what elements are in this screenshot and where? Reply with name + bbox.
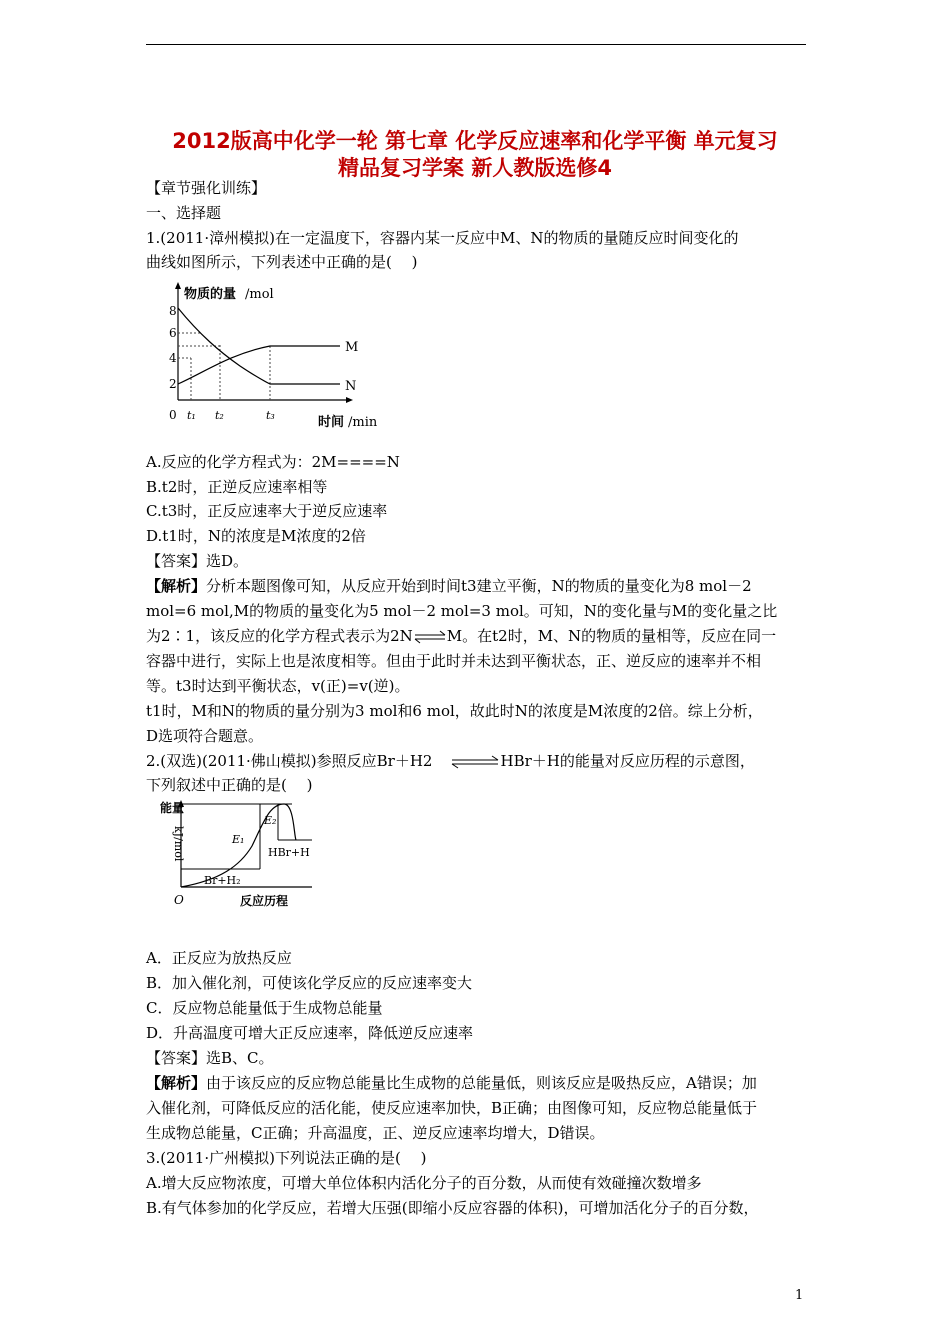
q2-option-a: A．正反应为放热反应 <box>146 949 292 967</box>
q1-xunit: /min <box>348 415 378 430</box>
q3-option-a: A.增大反应物浓度，可增大单位体积内活化分子的百分数，从而使有效碰撞次数增多 <box>146 1174 702 1192</box>
q2-stem-line1 <box>146 751 755 771</box>
q2-option-b: B．加入催化剂，可使该化学反应的反应速率变大 <box>146 974 473 992</box>
q3-stem: 3.(2011·广州模拟)下列说法正确的是( ) <box>146 1149 427 1167</box>
q2-option-d: D．升高温度可增大正反应速率，降低逆反应速率 <box>146 1024 474 1042</box>
title-line-1: 2012版高中化学一轮 第七章 化学反应速率和化学平衡 单元复习 <box>172 129 778 153</box>
equilibrium-arrow-icon-2 <box>450 755 500 769</box>
q1-analysis-line6: t1时，M和N的物质的量分别为3 mol和6 mol，故此时N的浓度是M浓度的2倍。综上分析， <box>146 702 763 720</box>
q1-origin: 0 <box>169 408 177 422</box>
q2-option-c: C．反应物总能量低于生成物总能量 <box>146 999 383 1017</box>
q1-analysis-line5: 等。t3时达到平衡状态，v(正)=v(逆)。 <box>146 677 410 695</box>
q1-analysis-text-1: 分析本题图像可知，从反应开始到时间t3建立平衡，N的物质的量变化为8 mol－2 <box>206 577 752 595</box>
q1-analysis-tag: 【解析】 <box>146 577 207 595</box>
q1-analysis-text-3b: M。在t2时，M、N的物质的量相等，反应在同一 <box>446 627 777 645</box>
q2-analysis-text-1: 由于该反应的反应物总能量比生成物的总能量低，则该反应是吸热反应，A错误；加 <box>206 1074 757 1092</box>
q1-option-c: C.t3时，正反应速率大于逆反应速率 <box>146 502 388 520</box>
q1-stem-line2: 曲线如图所示，下列表述中正确的是( ) <box>146 253 418 271</box>
q1-xtick-t3: t₃ <box>266 409 275 422</box>
q1-analysis-line4: 容器中进行，实际上也是浓度相等。但由于此时并未达到平衡状态，正、逆反应的速率并不相 <box>146 652 762 670</box>
q1-analysis-line2: mol=6 mol,M的物质的量变化为5 mol－2 mol=3 mol。可知，N的变化量与M的变化量之比 <box>146 602 778 620</box>
q1-figure-mole-time <box>160 280 390 432</box>
q2-stem-line2: 下列叙述中正确的是( ) <box>146 776 313 794</box>
q1-analysis-line3 <box>146 626 776 646</box>
q2-answer: 【答案】选B、C。 <box>146 1049 274 1067</box>
q1-option-d: D.t1时，N的浓度是M浓度的2倍 <box>146 527 366 545</box>
title-line-2: 精品复习学案 新人教版选修4 <box>338 156 612 180</box>
q2-analysis-line1 <box>146 1073 757 1093</box>
q2-analysis-tag: 【解析】 <box>146 1074 207 1092</box>
q1-option-a: A.反应的化学方程式为：2M====N <box>146 453 400 471</box>
section-heading: 【章节强化训练】 <box>146 179 267 197</box>
q1-analysis-line7: D选项符合题意。 <box>146 727 264 745</box>
q2-analysis-line2: 入催化剂，可降低反应的活化能，使反应速率加快，B正确；由图像可知，反应物总能量低于 <box>146 1099 758 1117</box>
q3-option-b: B.有气体参加的化学反应，若增大压强(即缩小反应容器的体积)，可增加活化分子的百分数， <box>146 1199 759 1217</box>
equilibrium-arrow-icon <box>413 630 447 644</box>
q1-ytick-6: 6 <box>169 326 177 340</box>
q1-y-arrow <box>175 282 181 289</box>
q1-answer: 【答案】选D。 <box>146 552 249 570</box>
q1-xlabel: 时间 <box>318 415 345 430</box>
q2-figure-energy-profile <box>160 796 320 926</box>
q1-label-n: N <box>345 379 357 394</box>
q2-label-reactant: Br+H₂ <box>204 874 241 887</box>
header-rule <box>146 44 806 45</box>
q1-label-m: M <box>345 340 359 355</box>
q2-xlabel: 反应历程 <box>240 894 289 908</box>
q1-yunit: /mol <box>245 287 274 302</box>
q1-stem-line1: 1.(2011·漳州模拟)在一定温度下，容器内某一反应中M、N的物质的量随反应时间变化的 <box>146 229 739 247</box>
q1-xtick-t1: t₁ <box>187 409 196 422</box>
q2-label-e1: E₁ <box>232 833 245 846</box>
q1-x-arrow <box>346 397 353 403</box>
q2-origin: O <box>174 893 184 907</box>
q1-ytick-8: 8 <box>169 304 177 318</box>
q2-analysis-line3: 生成物总能量，C正确；升高温度，正、逆反应速率均增大，D错误。 <box>146 1124 605 1142</box>
q2-stem-a: 2.(双选)(2011·佛山模拟)参照反应Br＋H2 <box>146 752 433 770</box>
q1-ytick-2: 2 <box>169 377 177 391</box>
section-subheading: 一、选择题 <box>146 204 222 222</box>
q1-option-b: B.t2时，正逆反应速率相等 <box>146 478 328 496</box>
q1-xtick-t2: t₂ <box>215 409 224 422</box>
q2-ylabel: 能量 <box>160 801 185 815</box>
q1-analysis-text-3a: 为2∶1，该反应的化学方程式表示为2N <box>146 627 413 645</box>
q1-ytick-4: 4 <box>169 351 177 365</box>
q2-label-e2: E₂ <box>264 814 277 827</box>
q2-stem-b: HBr＋H的能量对反应历程的示意图， <box>500 752 755 770</box>
q2-yunit: kJ/mol <box>172 826 185 862</box>
q1-analysis-line1 <box>146 576 752 596</box>
page-number: 1 <box>795 1288 804 1303</box>
q1-ylabel: 物质的量 <box>184 287 237 302</box>
q2-label-product: HBr+H <box>268 846 310 859</box>
